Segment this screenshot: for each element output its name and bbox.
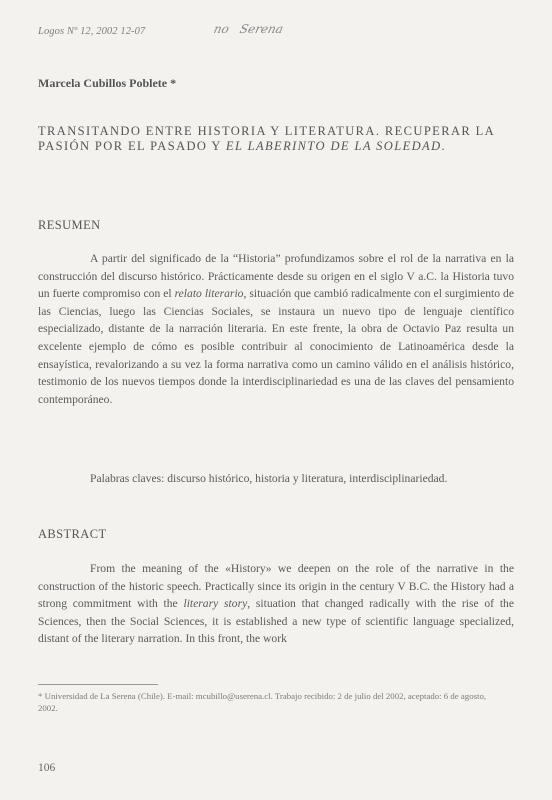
handwritten-note: no bbox=[212, 22, 231, 36]
abstract-body bbox=[38, 560, 514, 648]
abstract-text-b: , situation that changed radically with the rise of the Sciences, then the Social Sciences, it is established a new type of scientific language specialized, distant of the literary narration. In this front, the work bbox=[38, 597, 514, 646]
abstract-text-italic: literary story bbox=[183, 597, 248, 611]
paper-title bbox=[38, 124, 518, 154]
footnote-rule bbox=[38, 684, 158, 685]
resumen-text-italic: relato literario bbox=[174, 287, 244, 301]
handwritten-note-name: Serena bbox=[238, 22, 285, 36]
resumen-text-b: , situación que cambió radicalmente con el surgimiento de las Ciencias, luego las Ciencias Sociales, se instaura un nuevo tipo de lenguaje científico especializado, distante de la narración literaria. En este frente, la obra de Octavio Paz resulta un excelente ejemplo de cómo es posible contribuir al conocimiento de Latinoamérica desde la ensayística, revalorizando a su vez la forma narrativa como un camino válido en el análisis histórico, testimonio de los nuevos tiempos donde la interdisciplinariedad es una de las claves del pensamiento contemporáneo. bbox=[38, 287, 514, 406]
resumen-text-a: A partir del significado de la “Historia” profundizamos sobre el rol de la narrativa en la construcción del discurso histórico. Prácticamente desde su origen en el siglo V a.C. la Historia tuvo un fuerte compromiso con el bbox=[38, 252, 514, 301]
keywords-block bbox=[38, 470, 514, 488]
journal-header: Logos Nº 12, 2002 12-07 bbox=[38, 26, 146, 37]
author-name: Marcela Cubillos Poblete * bbox=[38, 76, 177, 90]
abstract-paragraph bbox=[38, 560, 514, 648]
resumen-heading: RESUMEN bbox=[38, 218, 101, 232]
page-number: 106 bbox=[38, 762, 56, 774]
keywords-text: Palabras claves: discurso histórico, historia y literatura, interdisciplinariedad. bbox=[90, 472, 448, 485]
resumen-paragraph bbox=[38, 250, 514, 408]
abstract-heading: ABSTRACT bbox=[38, 527, 107, 541]
title-end: . bbox=[441, 139, 447, 153]
title-italic: EL LABERINTO DE LA SOLEDAD bbox=[225, 139, 442, 153]
resumen-body bbox=[38, 250, 514, 408]
abstract-text-a: From the meaning of the «History» we deepen on the role of the narrative in the construction of the historic speech. Practically since its origin in the century V B.C. the History had a strong commitment with the bbox=[38, 562, 514, 611]
footnote: * Universidad de La Serena (Chile). E-mail: mcubillo@userena.cl. Trabajo recibido: 2 de julio del 2002, aceptado: 6 de agosto, 2002. bbox=[38, 691, 487, 713]
title-main: TRANSITANDO ENTRE HISTORIA Y LITERATURA. RECUPERAR LA PASIÓN POR EL PASADO Y bbox=[38, 124, 495, 153]
